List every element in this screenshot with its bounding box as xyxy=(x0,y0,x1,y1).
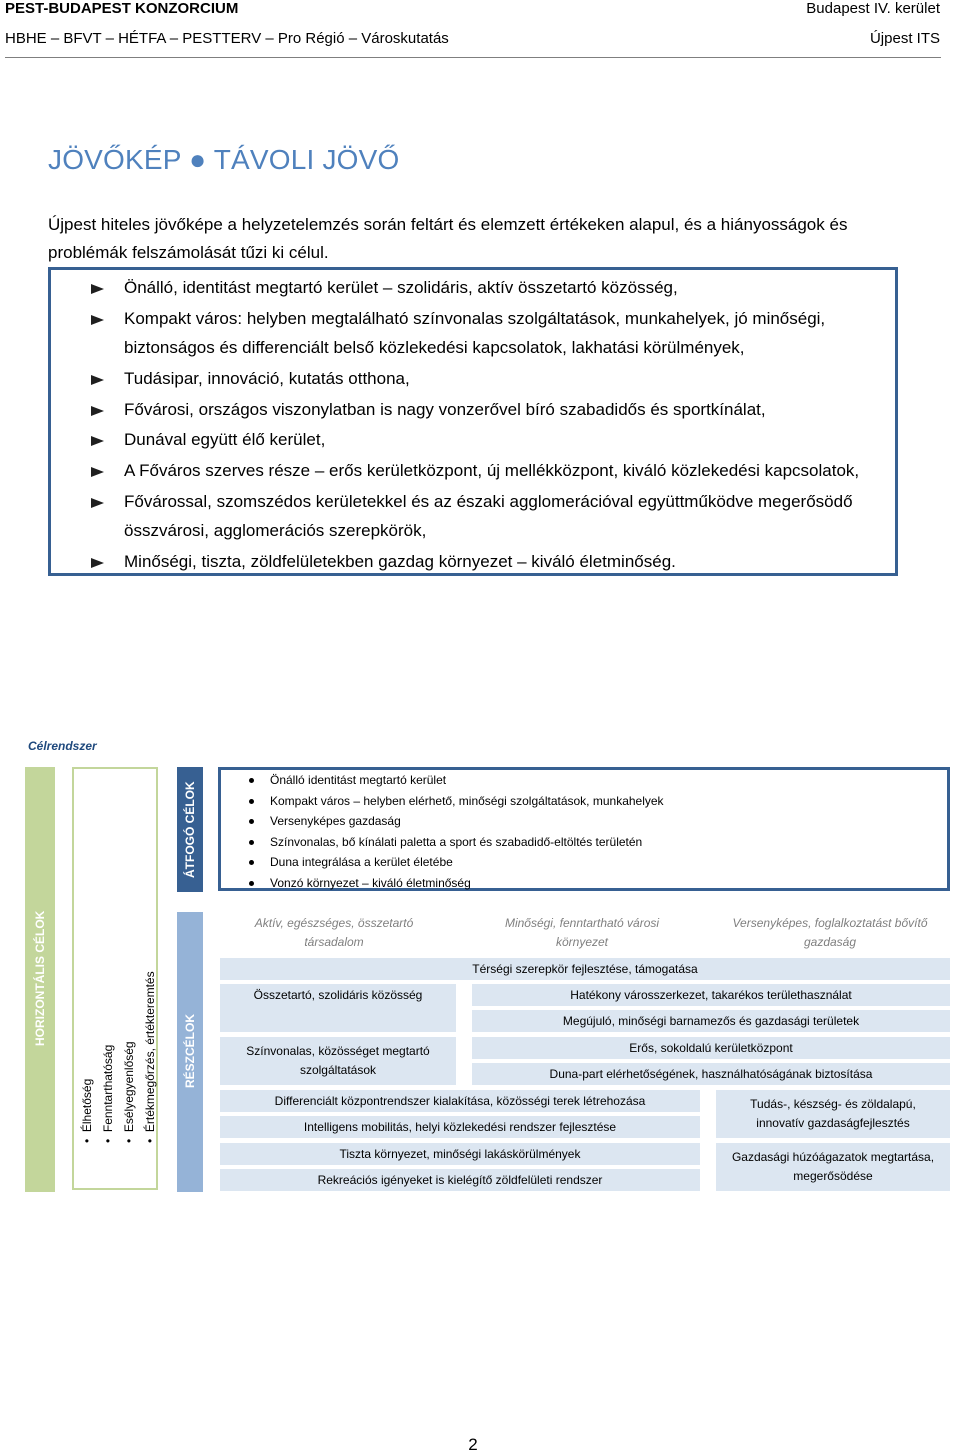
vision-item: Fővárossal, szomszédos kerületekkel és az északi agglomerációval együttműködve megerősödő összvárosi, agglomerációs szerepkörök, xyxy=(91,487,881,546)
vision-item: Minőségi, tiszta, zöldfelületekben gazdag környezet – kiváló életminőség. xyxy=(91,547,881,576)
column-header-society: Aktív, egészséges, összetartó társadalom xyxy=(254,916,414,949)
page-number: 2 xyxy=(468,1435,478,1454)
subgoal-cell: Tiszta környezet, minőségi lakáskörülmények xyxy=(220,1143,700,1165)
header-consortium: PEST-BUDAPEST KONZORCIUM xyxy=(5,0,239,17)
atfogo-item: Kompakt város – helyben elérhető, minőségi szolgáltatások, munkahelyek xyxy=(270,791,664,812)
reszcelok-label: RÉSZCÉLOK xyxy=(183,1013,197,1088)
subgoal-cell: Megújuló, minőségi barnamezős és gazdasági területek xyxy=(472,1010,950,1032)
header-doc-name: Újpest ITS xyxy=(869,30,940,47)
subgoal-cell: Differenciált központrendszer kialakítása, közösségi terek létrehozása xyxy=(220,1090,700,1112)
atfogo-item: Önálló identitást megtartó kerület xyxy=(270,770,664,791)
bullet-dot-icon xyxy=(249,799,254,804)
subgoal-cell: Színvonalas, közösséget megtartó szolgáltatások xyxy=(220,1037,456,1085)
subgoal-cell: Tudás-, készség- és zöldalapú, innovatív gazdaságfejlesztés xyxy=(716,1090,950,1138)
arrow-bullet-icon xyxy=(91,436,104,446)
vision-item: Kompakt város: helyben megtalálható színvonalas szolgáltatások, munkahelyek, jó minőségi, biztonságos és differenciált belső közlekedési kapcsolatok, lakhatási körülmények, xyxy=(91,304,881,363)
horizontal-goal-item: • Élhetőség xyxy=(80,1078,94,1143)
atfogo-item: Versenyképes gazdaság xyxy=(270,811,664,832)
atfogo-item: Duna integrálása a kerület életébe xyxy=(270,852,664,873)
vision-list xyxy=(91,273,881,578)
subgoal-cell: Erős, sokoldalú kerületközpont xyxy=(472,1037,950,1059)
column-header-economy: Versenyképes, foglalkoztatást bővítő gazdaság xyxy=(732,916,928,949)
atfogo-label: ÁTFOGÓ CÉLOK xyxy=(183,781,197,878)
arrow-bullet-icon xyxy=(91,375,104,385)
vision-item: Dunával együtt élő kerület, xyxy=(91,425,881,454)
arrow-bullet-icon xyxy=(91,558,104,568)
vision-item: Önálló, identitást megtartó kerület – szolidáris, aktív összetartó közösség, xyxy=(91,273,881,302)
bullet-dot-icon xyxy=(249,778,254,783)
subgoal-cell: Gazdasági húzóágazatok megtartása, megerősödése xyxy=(716,1143,950,1191)
subgoal-cell: Térségi szerepkör fejlesztése, támogatása xyxy=(220,958,950,980)
horizontal-goals-label: HORIZONTÁLIS CÉLOK xyxy=(33,910,47,1046)
page-title: JÖVŐKÉP ● TÁVOLI JÖVŐ xyxy=(48,144,400,175)
intro-paragraph: Újpest hiteles jövőképe a helyzetelemzés során feltárt és elemzett értékeken alapul, és a hiányosságok és problémák felszámolását tűzi ki célul. xyxy=(48,215,848,262)
header-partners: HBHE – BFVT – HÉTFA – PESTTERV – Pro Régió – Városkutatás xyxy=(5,30,449,47)
diagram-title: Célrendszer xyxy=(28,739,97,753)
arrow-bullet-icon xyxy=(91,284,104,294)
vision-item: A Főváros szerves része – erős kerületközpont, új mellékközpont, kiváló közlekedési kapcsolatok, xyxy=(91,456,881,485)
atfogo-item: Színvonalas, bő kínálati paletta a sport és szabadidő-eltöltés területén xyxy=(270,832,664,853)
horizontal-goal-item: • Fenntarthatóság xyxy=(101,1044,115,1143)
header-district: Budapest IV. kerület xyxy=(806,0,940,17)
subgoal-cell: Hatékony városszerkezet, takarékos területhasználat xyxy=(472,984,950,1006)
atfogo-list xyxy=(270,770,664,893)
column-header-environment: Minőségi, fenntartható városi környezet xyxy=(504,916,660,949)
horizontal-goal-item: • Esélyegyenlőség xyxy=(122,1041,136,1143)
header-divider xyxy=(5,57,941,58)
bullet-dot-icon xyxy=(249,881,254,886)
vision-item: Tudásipar, innováció, kutatás otthona, xyxy=(91,364,881,393)
subgoal-cell: Intelligens mobilitás, helyi közlekedési rendszer fejlesztése xyxy=(220,1116,700,1138)
bullet-dot-icon xyxy=(249,840,254,845)
arrow-bullet-icon xyxy=(91,498,104,508)
horizontal-goal-item: • Értékmegőrzés, értékteremtés xyxy=(143,971,157,1143)
vision-item: Fővárosi, országos viszonylatban is nagy vonzerővel bíró szabadidős és sportkínálat, xyxy=(91,395,881,424)
subgoal-cell: Rekreációs igényeket is kielégítő zöldfelületi rendszer xyxy=(220,1169,700,1191)
bullet-dot-icon xyxy=(249,860,254,865)
arrow-bullet-icon xyxy=(91,315,104,325)
vision-box xyxy=(48,267,898,576)
subgoal-cell: Duna-part elérhetőségének, használhatóságának biztosítása xyxy=(472,1063,950,1085)
subgoal-cell: Összetartó, szolidáris közösség xyxy=(220,984,456,1032)
arrow-bullet-icon xyxy=(91,406,104,416)
atfogo-item: Vonzó környezet – kiváló életminőség xyxy=(270,873,664,894)
bullet-dot-icon xyxy=(249,819,254,824)
arrow-bullet-icon xyxy=(91,467,104,477)
